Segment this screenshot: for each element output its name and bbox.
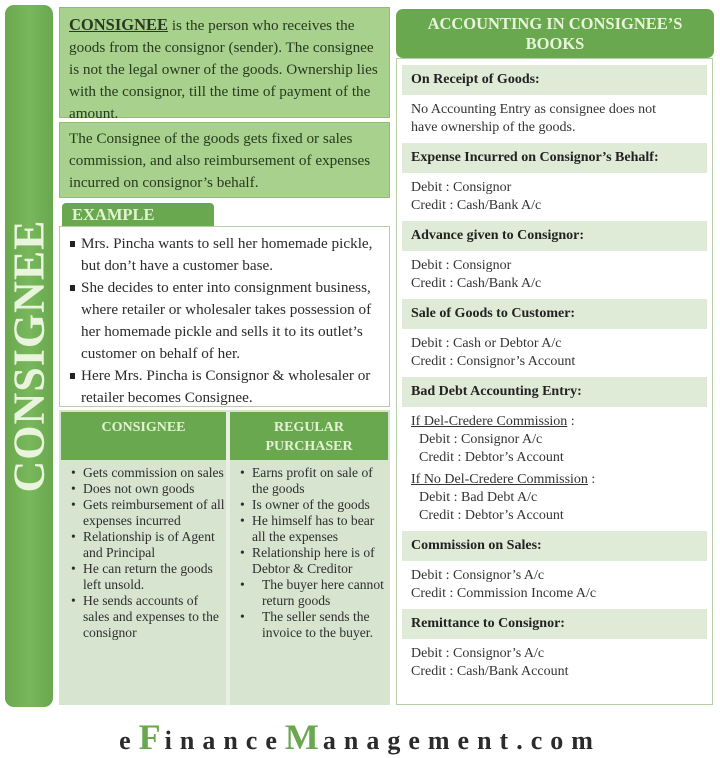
section-body [397,95,712,137]
subheading-suffix: : [587,472,596,487]
entry-line: Debit : Cash or Debtor A/c [411,336,562,351]
section-heading: Commission on Sales: [402,531,707,561]
entry-line: Credit : Cash/Bank A/c [411,276,542,291]
section-body [397,407,712,525]
commission-note: The Consignee of the goods gets fixed or sales commission, and also reimbursement of expenses incurred on consignor’s behalf. [59,122,390,198]
subheading-line [411,413,712,431]
entry-line: Debit : Consignor [411,258,512,273]
entry-line: No Accounting Entry as consignee does not have ownership of the goods. [411,102,656,135]
comparison-table [59,410,390,705]
entry-line: Credit : Debtor’s Account [419,450,564,465]
section-body [397,561,712,603]
section-body [397,329,712,371]
comparison-header-purchaser [230,412,388,460]
comparison-item: • Relationship is of Agent and Principal [71,529,226,561]
side-title-bar [5,5,53,707]
entry-line: Debit : Consignor A/c [419,432,543,447]
section-heading: Expense Incurred on Consignor’s Behalf: [402,143,707,173]
section-heading: Advance given to Consignor: [402,221,707,251]
entry-line: Debit : Bad Debt A/c [419,490,538,505]
accounting-box [396,58,713,705]
definition-box [59,7,390,122]
logo-part: e [119,726,139,755]
entry-line: Credit : Consignor’s Account [411,354,576,369]
entry-line: Debit : Consignor [411,180,512,195]
site-logo [0,716,720,758]
comparison-item: • Gets reimbursement of all expenses incurred [71,497,226,529]
section-heading: Sale of Goods to Customer: [402,299,707,329]
accounting-title-label: ACCOUNTING IN CONSIGNEE’S BOOKS [427,14,683,53]
comparison-item: • Is owner of the goods [240,497,388,513]
entry-line: Credit : Cash/Bank Account [411,664,569,679]
logo-part: inance [164,726,285,755]
comparison-item: • He himself has to bear all the expenses [240,513,388,545]
entry-line: Debit : Consignor’s A/c [411,646,545,661]
comparison-item: • Earns profit on sale of the goods [240,465,388,497]
logo-initial: F [138,717,165,757]
subheading-suffix: : [567,414,575,429]
comparison-item: • The seller sends the invoice to the buyer. [240,609,388,641]
comparison-column-consignee [61,465,226,641]
comparison-item: • The buyer here cannot return goods [240,577,388,609]
example-title: EXAMPLE [62,203,214,227]
comparison-item: • He sends accounts of sales and expenses to the consignor [71,593,226,641]
subheading-line [411,471,712,489]
definition-text: is the person who receives the goods from the consignor (sender). The consignee is not the legal owner of the goods. Ownership lies with the consignor, till the time of payment of the amount. [69,17,378,122]
subheading: If Del-Credere Commission [411,414,568,429]
section-heading: Remittance to Consignor: [402,609,707,639]
example-box [59,226,390,407]
section-body [397,173,712,215]
section-heading: On Receipt of Goods: [402,65,707,95]
comparison-item: • He can return the goods left unsold. [71,561,226,593]
logo-part: anagement.com [322,726,601,755]
subheading: If No Del-Credere Commission [411,472,588,487]
entry-line: Debit : Consignor’s A/c [411,568,545,583]
accounting-title [396,9,714,58]
example-item: Here Mrs. Pincha is Consignor & wholesaler or retailer becomes Consignee. [70,365,383,409]
comparison-header-consignee: CONSIGNEE [61,412,226,460]
entry-line: Credit : Cash/Bank A/c [411,198,542,213]
logo-initial: M [284,717,323,757]
comparison-item: • Gets commission on sales [71,465,226,481]
section-heading: Bad Debt Accounting Entry: [402,377,707,407]
entry-line: Credit : Commission Income A/c [411,586,597,601]
example-item: Mrs. Pincha wants to sell her homemade pickle, but don’t have a customer base. [70,233,383,277]
section-body [397,639,712,681]
comparison-item: • Relationship here is of Debtor & Creditor [240,545,388,577]
side-title: CONSIGNEE [4,219,54,493]
definition-keyword: CONSIGNEE [69,15,169,34]
entry-line: Credit : Debtor’s Account [419,508,564,523]
section-body [397,251,712,293]
comparison-item: • Does not own goods [71,481,226,497]
example-item: She decides to enter into consignment business, where retailer or wholesaler takes possession of her homemade pickle and sells it to its outlet’s customer on behalf of her. [70,277,383,365]
comparison-column-purchaser [230,465,388,641]
comparison-header-purchaser-label: REGULAR PURCHASER [265,420,353,454]
